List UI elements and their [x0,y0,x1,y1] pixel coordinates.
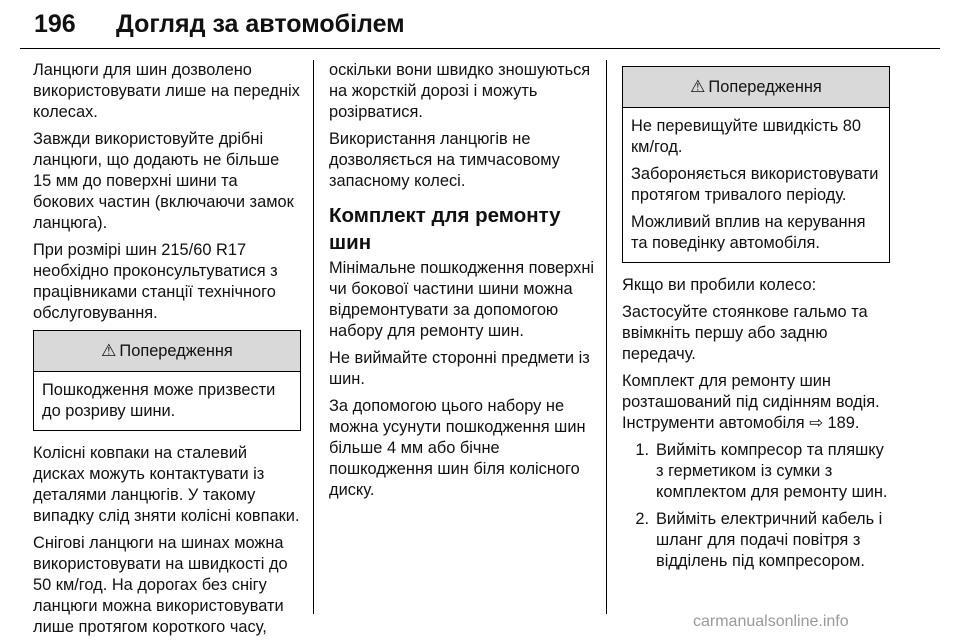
paragraph: За допомогою цього набору не можна усунути пошкодження шин більше 4 мм або бічне пошкодження шин біля колісного диску. [329,397,586,499]
paragraph: Снігові ланцюги на шинах можна використовувати на швидкості до 50 км/год. На дорогах без снігу ланцюги можна використовувати лише протягом короткого часу, [33,534,288,636]
section-heading: Комплект для ремонту шин [329,204,561,254]
paragraph: При розмірі шин 215/60 R17 необхідно проконсультуватися з працівниками станції технічного обслуговування. [33,241,278,322]
warning-text: Пошкодження може призвести до розриву шини. [42,381,276,420]
paragraph: Завжди використовуйте дрібні ланцюги, що додають не більше 15 мм до поверхні шини та бокових частин (включаючи замок ланцюга). [33,130,294,232]
warning-icon: ⚠ [690,77,706,96]
step-number: 2. [635,510,649,528]
warning-body [623,108,889,262]
warning-header [623,67,889,108]
warning-title: Попередження [119,342,233,360]
paragraph-text: Комплект для ремонту шин розташований під сидінням водія. Інструменти автомобіля [622,372,880,432]
paragraph: Застосуйте стоянкове гальмо та ввімкніть першу або задню передачу. [622,303,868,363]
step-text: Вийміть електричний кабель і шланг для подачі повітря з відділень під компресором. [656,510,883,570]
warning-body [34,372,300,430]
page-number: 196 [34,10,76,38]
page-header [20,4,940,49]
watermark: carmanualsonline.info [693,613,849,630]
step-number: 1. [635,441,649,459]
steps-list [622,440,890,572]
paragraph: Мінімальне пошкодження поверхні чи бокової частини шини можна відремонтувати за допомогою набору для ремонту шин. [329,259,595,340]
column-3 [622,60,890,578]
list-item [622,440,890,503]
paragraph: оскільки вони швидко зношуються на жорсткій дорозі і можуть розірватися. [329,61,591,121]
warning-title: Попередження [708,78,822,96]
warning-box [33,330,301,431]
page-title: Догляд за автомобілем [116,10,405,38]
paragraph [622,371,890,434]
warning-text: Можливий вплив на керування та поведінку автомобіля. [631,213,866,252]
warning-box [622,66,890,263]
paragraph: Не виймайте сторонні предмети із шин. [329,349,590,388]
warning-text: Забороняється використовувати протягом тривалого періоду. [631,165,879,204]
page-reference-link[interactable]: 189. [827,414,860,432]
paragraph: Використання ланцюгів не дозволяється на тимчасовому запасному колесі. [329,130,560,190]
column-divider [606,60,607,614]
paragraph: Ланцюги для шин дозволено використовувати лише на передніх колесах. [33,61,300,121]
step-text: Вийміть компресор та пляшку з герметиком із сумки з комплектом для ремонту шин. [656,441,888,501]
column-1 [33,60,301,644]
paragraph: Якщо ви пробили колесо: [622,276,817,294]
warning-icon: ⚠ [101,341,117,360]
warning-header [34,331,300,372]
column-2 [329,60,597,507]
paragraph: Колісні ковпаки на сталевий дисках можуть контактувати із деталями ланцюгів. У такому випадку слід зняти колісні ковпаки. [33,444,300,525]
page-ref-arrow-icon: ⇨ [809,414,823,432]
warning-text: Не перевищуйте швидкість 80 км/год. [631,117,862,156]
list-item [622,509,890,572]
column-divider [313,60,314,614]
